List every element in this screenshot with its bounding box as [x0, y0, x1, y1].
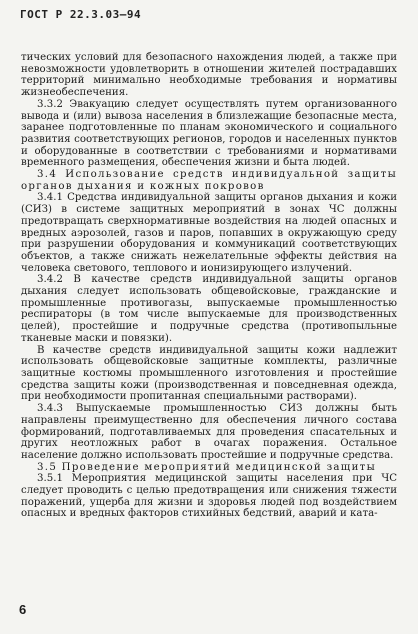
- document-header: ГОСТ Р 22.3.03—94: [20, 8, 142, 21]
- paragraph-3-3-2: 3.3.2 Эвакуацию следует осуществлять путем организованного вывода и (или) вывоза населения в близлежащие безопасные места, заранее подготовленные по планам экономического и социального развития соответствующих регионов, городов и населенных пунктов и оборудованные в соответствии с требованиями и нормативами временного размещения, обеспечения жизни и быта людей.: [21, 98, 397, 169]
- paragraph-3-4-1: 3.4.1 Средства индивидуальной защиты органов дыхания и кожи (СИЗ) в системе защитных мероприятий в зонах ЧС должны предотвращать сверхнормативные воздействия на людей опасных и вредных аэрозолей, газов и паров, попавших в окружающую среду при разрушении оборудования и коммуникаций соответствующих объектов, а также снижать нежелательные эффекты действия на человека светового, теплового и ионизирующего излучений.: [21, 192, 397, 274]
- section-heading-3-5: 3.5 Проведение мероприятий медицинской защиты: [37, 461, 376, 473]
- section-heading-3-4: 3.4 Использование средств индивидуальной защиты органов дыхания и кожных покровов: [21, 169, 397, 192]
- document-body: [21, 52, 397, 520]
- paragraph-3-5-1: 3.5.1 Мероприятия медицинской защиты населения при ЧС следует проводить с целью предотвращения или снижения тяжести поражений, ущерба для жизни и здоровья людей под воздействием опасных и вредных факторов стихийных бедствий, аварий и ката-: [21, 473, 397, 520]
- paragraph-3-4-2: 3.4.2 В качестве средств индивидуальной защиты органов дыхания следует использовать общевойсковые, гражданские и промышленные противогазы, выпускаемые промышленностью респираторы (в том числе выпускаемые для производственных целей), простейшие и подручные средства (противопыльные тканевые маски и повязки).: [21, 274, 397, 344]
- paragraph-3-4-3: 3.4.3 Выпускаемые промышленностью СИЗ должны быть направлены преимущественно для обеспечения личного состава формирований, подготавливаемых для проведения спасательных и других неотложных работ в очагах поражения. Остальное население должно использовать простейшие и подручные средства.: [21, 403, 397, 461]
- paragraph-skin-protection: В качестве средств индивидуальной защиты кожи надлежит использовать общевойсковые защитные комплекты, различные защитные костюмы промышленного изготовления и простейшие средства защиты кожи (производственная и повседневная одежда, при необходимости пропитанная специальными растворами).: [21, 344, 397, 403]
- page-number: 6: [19, 602, 27, 617]
- paragraph-continuation: тических условий для безопасного нахождения людей, а также при невозможности удовлетворить в отношении жителей пострадавших территорий минимально необходимые требования и нормативы жизнеобеспечения.: [21, 52, 397, 99]
